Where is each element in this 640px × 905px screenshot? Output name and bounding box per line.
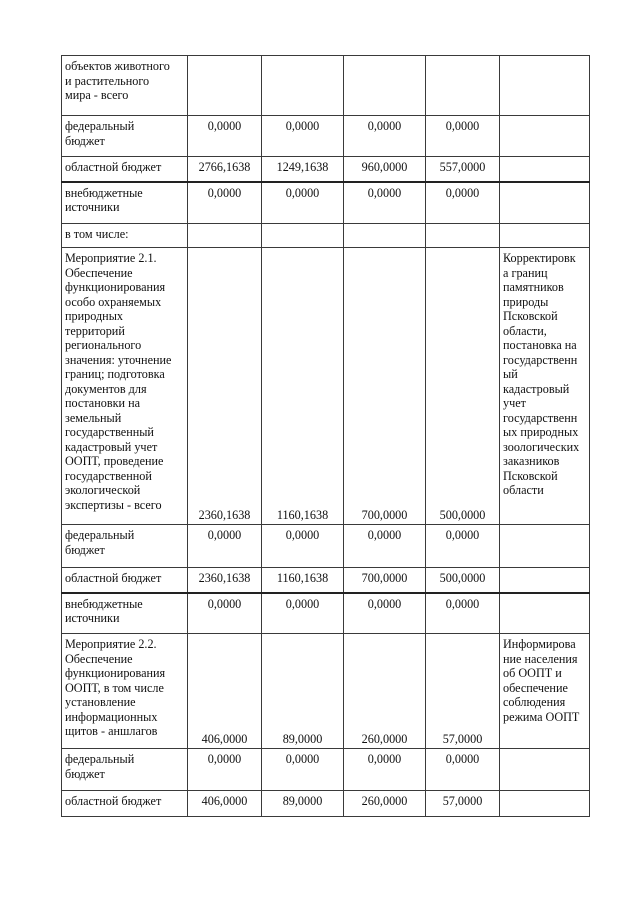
result-note (500, 749, 590, 791)
value-year-3: 0,0000 (426, 116, 500, 157)
value-year-2: 0,0000 (344, 525, 426, 568)
row-label: в том числе: (62, 224, 188, 248)
value-year-3 (426, 224, 500, 248)
row-label: областной бюджет (62, 791, 188, 817)
value-year-1 (262, 56, 344, 116)
value-year-3: 57,0000 (426, 634, 500, 749)
row-label: федеральный бюджет (62, 116, 188, 157)
value-year-1: 89,0000 (262, 634, 344, 749)
value-year-1: 89,0000 (262, 791, 344, 817)
table-row (62, 157, 590, 182)
result-note (500, 116, 590, 157)
value-year-3: 500,0000 (426, 568, 500, 593)
value-year-2: 260,0000 (344, 634, 426, 749)
value-total: 2766,1638 (188, 157, 262, 182)
value-year-2: 0,0000 (344, 749, 426, 791)
value-year-2: 700,0000 (344, 568, 426, 593)
value-total: 2360,1638 (188, 568, 262, 593)
value-year-2: 0,0000 (344, 182, 426, 224)
result-note: Информирова ние населения об ООПТ и обеспечение соблюдения режима ООПТ (500, 634, 590, 749)
value-total (188, 56, 262, 116)
row-label: областной бюджет (62, 157, 188, 182)
value-year-2 (344, 56, 426, 116)
table-row (62, 593, 590, 634)
value-year-1: 0,0000 (262, 525, 344, 568)
result-note (500, 157, 590, 182)
table-row (62, 568, 590, 593)
value-total: 0,0000 (188, 116, 262, 157)
row-label: федеральный бюджет (62, 749, 188, 791)
table-row (62, 116, 590, 157)
result-note (500, 224, 590, 248)
value-year-2 (344, 224, 426, 248)
value-total (188, 224, 262, 248)
value-year-3 (426, 56, 500, 116)
value-year-2: 0,0000 (344, 116, 426, 157)
value-year-3: 57,0000 (426, 791, 500, 817)
table-row (62, 634, 590, 749)
row-label: объектов животного и растительного мира - всего (62, 56, 188, 116)
table-row (62, 56, 590, 116)
value-year-2: 960,0000 (344, 157, 426, 182)
value-year-3: 0,0000 (426, 593, 500, 634)
value-year-2: 0,0000 (344, 593, 426, 634)
value-year-2: 260,0000 (344, 791, 426, 817)
value-year-1: 0,0000 (262, 116, 344, 157)
result-note (500, 525, 590, 568)
result-note (500, 791, 590, 817)
value-year-1: 1249,1638 (262, 157, 344, 182)
value-total: 406,0000 (188, 634, 262, 749)
table-row (62, 791, 590, 817)
value-total: 0,0000 (188, 525, 262, 568)
value-total: 2360,1638 (188, 248, 262, 525)
table-row (62, 248, 590, 525)
result-note (500, 56, 590, 116)
value-year-3: 0,0000 (426, 525, 500, 568)
result-note (500, 182, 590, 224)
value-total: 406,0000 (188, 791, 262, 817)
value-year-1: 1160,1638 (262, 248, 344, 525)
value-total: 0,0000 (188, 182, 262, 224)
value-year-1: 0,0000 (262, 593, 344, 634)
value-year-1: 0,0000 (262, 749, 344, 791)
table-row (62, 182, 590, 224)
row-label: Мероприятие 2.1. Обеспечение функционирования особо охраняемых природных территорий регионального значения: уточнение границ; подготовка документов для постановки на земельный государственный кадастровый учет ООПТ, проведение государственной экологической экспертизы - всего (62, 248, 188, 525)
result-note (500, 568, 590, 593)
row-label: внебюджетные источники (62, 593, 188, 634)
row-label: Мероприятие 2.2. Обеспечение функционирования ООПТ, в том числе установление информационных щитов - аншлагов (62, 634, 188, 749)
value-total: 0,0000 (188, 593, 262, 634)
table-row (62, 525, 590, 568)
result-note (500, 593, 590, 634)
row-label: областной бюджет (62, 568, 188, 593)
value-year-3: 0,0000 (426, 182, 500, 224)
value-year-3: 500,0000 (426, 248, 500, 525)
value-total: 0,0000 (188, 749, 262, 791)
value-year-2: 700,0000 (344, 248, 426, 525)
row-label: внебюджетные источники (62, 182, 188, 224)
row-label: федеральный бюджет (62, 525, 188, 568)
value-year-3: 0,0000 (426, 749, 500, 791)
table-row (62, 749, 590, 791)
budget-table (61, 55, 590, 817)
table-row (62, 224, 590, 248)
result-note: Корректировк а границ памятников природы Псковской области, постановка на государственн ый кадастровый учет государственн ых природных зоологических заказников Псковской области (500, 248, 590, 525)
value-year-1 (262, 224, 344, 248)
value-year-1: 1160,1638 (262, 568, 344, 593)
value-year-1: 0,0000 (262, 182, 344, 224)
value-year-3: 557,0000 (426, 157, 500, 182)
